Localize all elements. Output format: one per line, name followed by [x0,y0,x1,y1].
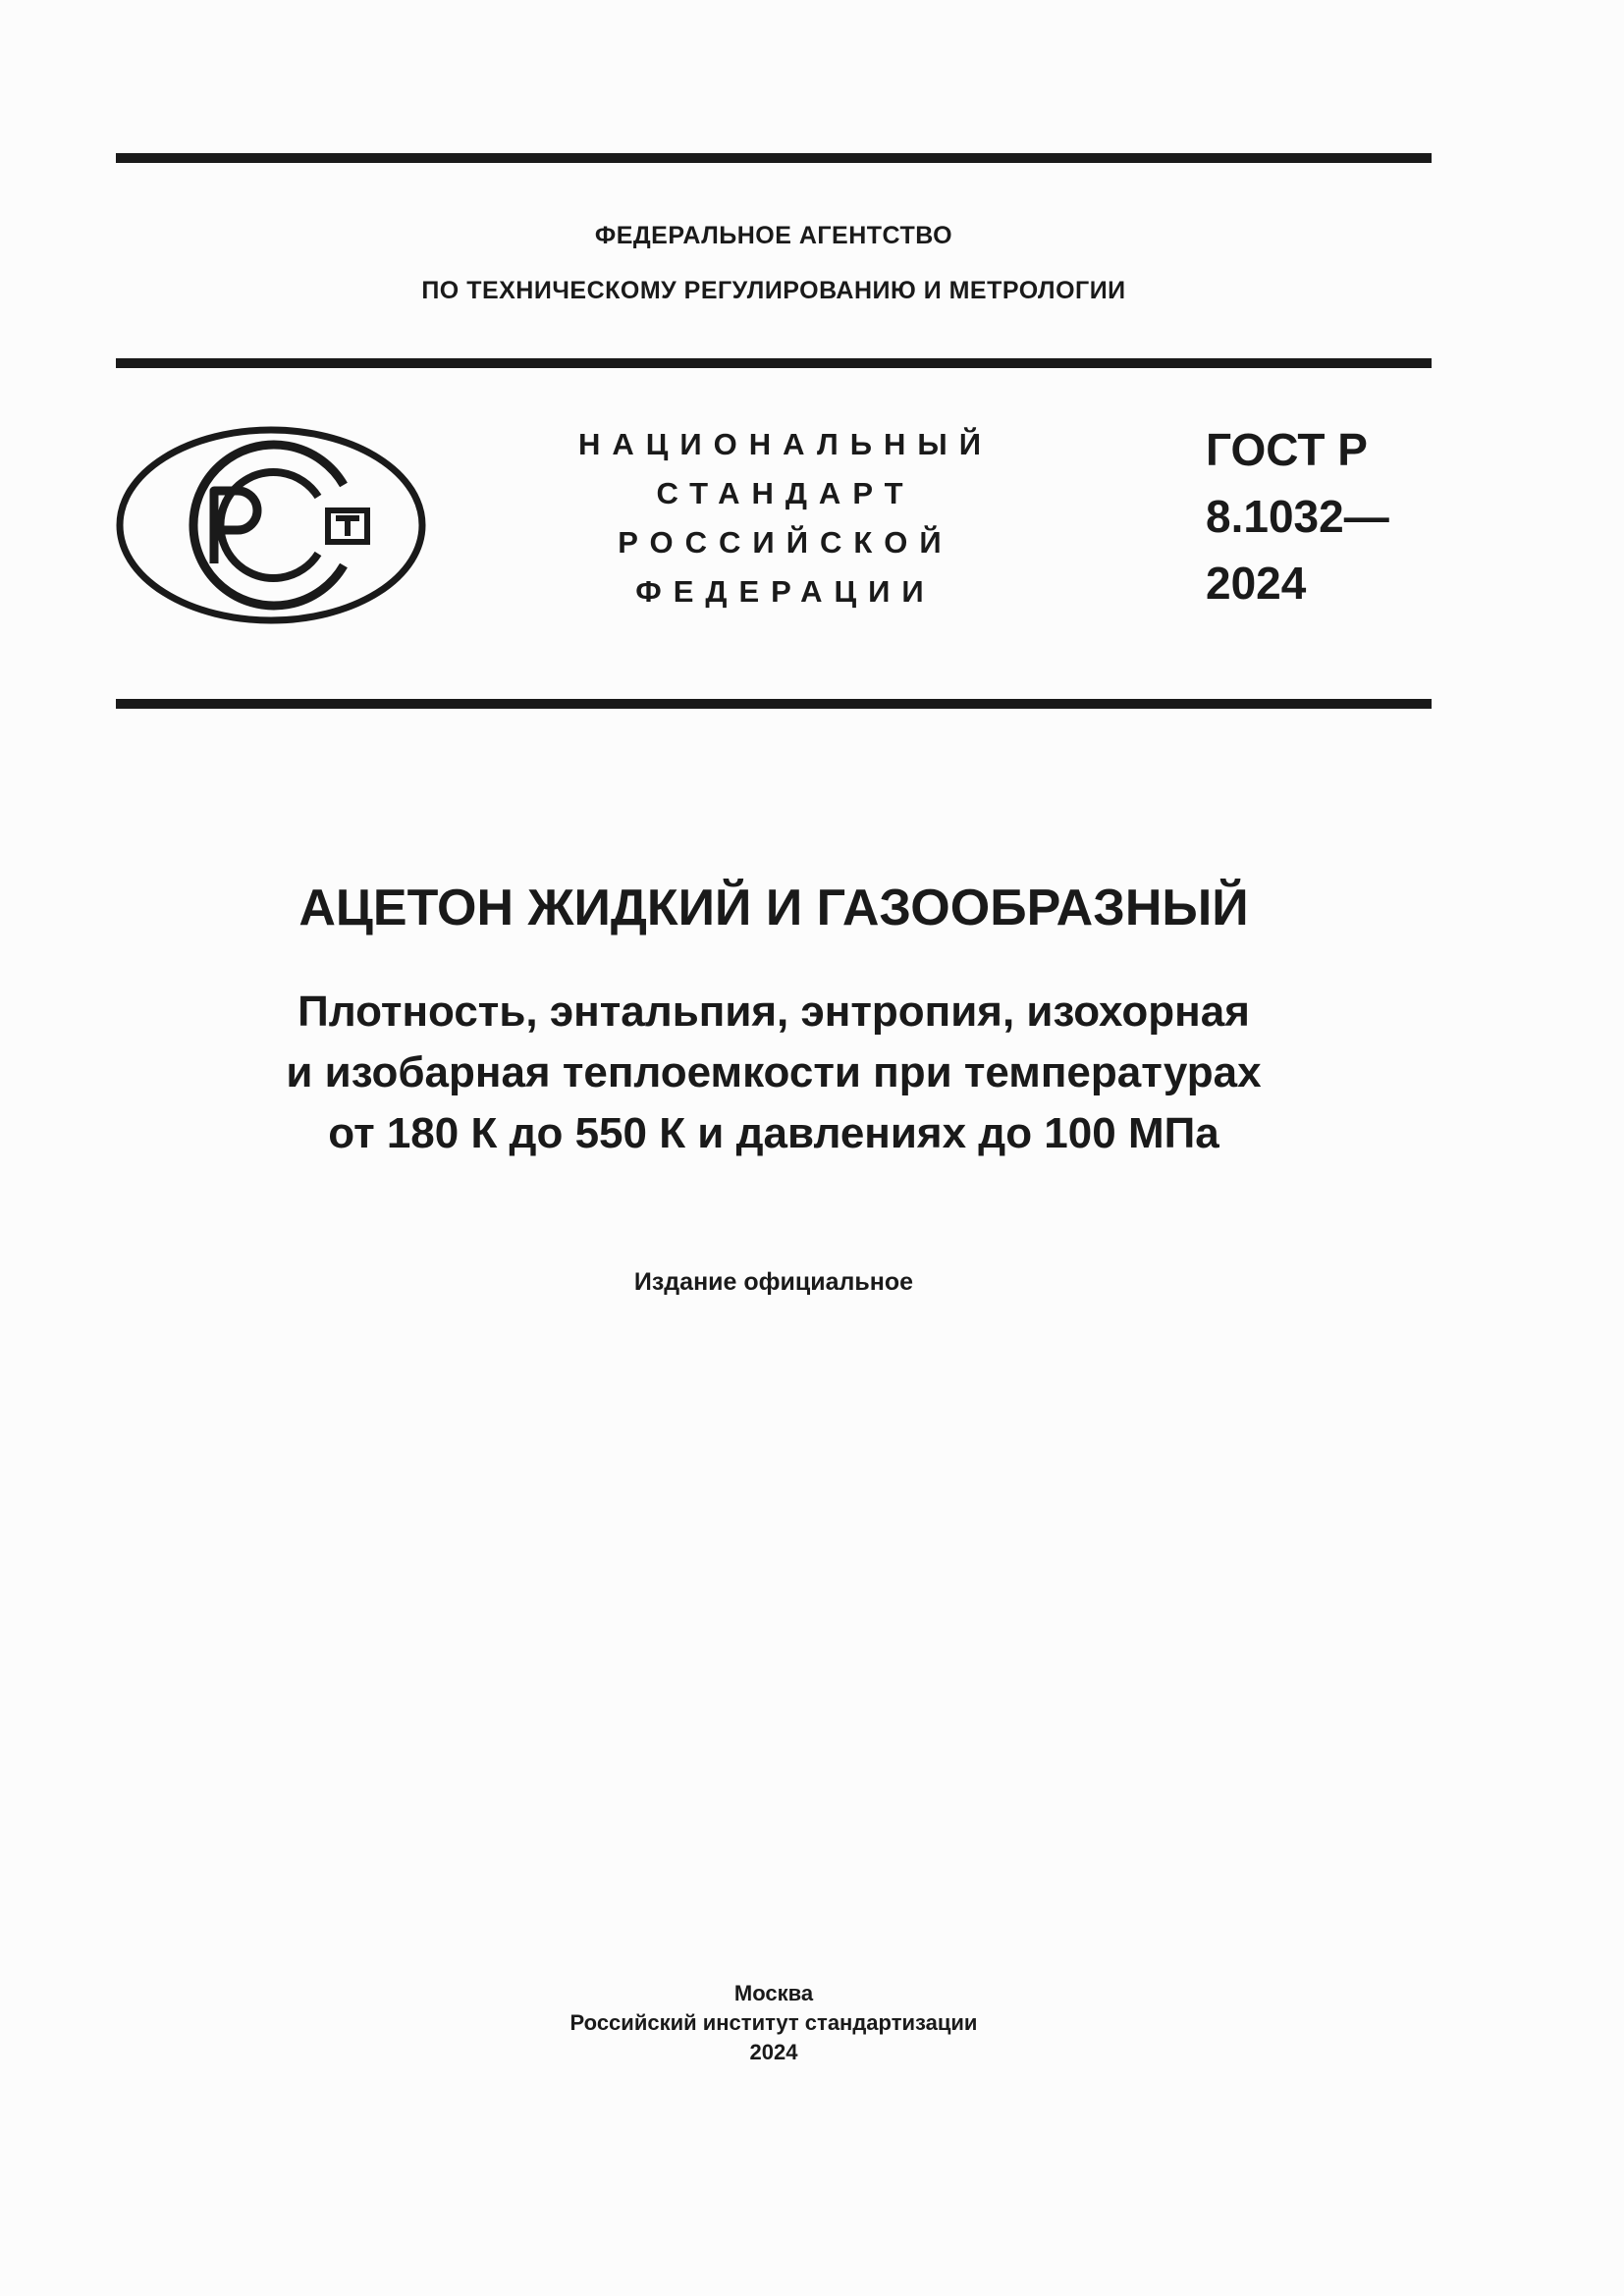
imprint-city: Москва [733,1981,814,2005]
document-subtitle-line-1: Плотность, энтальпия, энтропия, изохорная [298,988,1250,1036]
header-bottom-rule [116,699,1432,709]
standard-type-line-4: ФЕДЕРАЦИИ [635,574,936,609]
standard-number-line-1: ГОСТ Р [1206,424,1368,475]
document-subtitle-line-3: от 180 К до 550 К и давлениях до 100 МПа [328,1109,1219,1157]
imprint-publisher: Российский институт стандартизации [569,2010,978,2035]
imprint-year: 2024 [749,2040,798,2064]
header-divider-rule [116,358,1432,368]
agency-name-line-1: ФЕДЕРАЛЬНОЕ АГЕНТСТВО [594,222,953,249]
standard-type-line-2: СТАНДАРТ [656,476,915,510]
top-rule [116,153,1432,163]
standard-number-line-2: 8.1032— [1206,491,1389,542]
edition-note: Издание официальное [633,1268,914,1296]
agency-name-line-2: ПО ТЕХНИЧЕСКОМУ РЕГУЛИРОВАНИЮ И МЕТРОЛОГИИ [421,277,1126,304]
standard-type-line-1: НАЦИОНАЛЬНЫЙ [577,427,994,461]
document-title: АЦЕТОН ЖИДКИЙ И ГАЗООБРАЗНЫЙ [298,880,1249,936]
standard-number-line-3: 2024 [1206,558,1307,609]
rst-certification-mark-icon [116,426,426,624]
document-subtitle-line-2: и изобарная теплоемкости при температурах [286,1048,1262,1096]
standard-type-line-3: РОССИЙСКОЙ [618,525,953,560]
